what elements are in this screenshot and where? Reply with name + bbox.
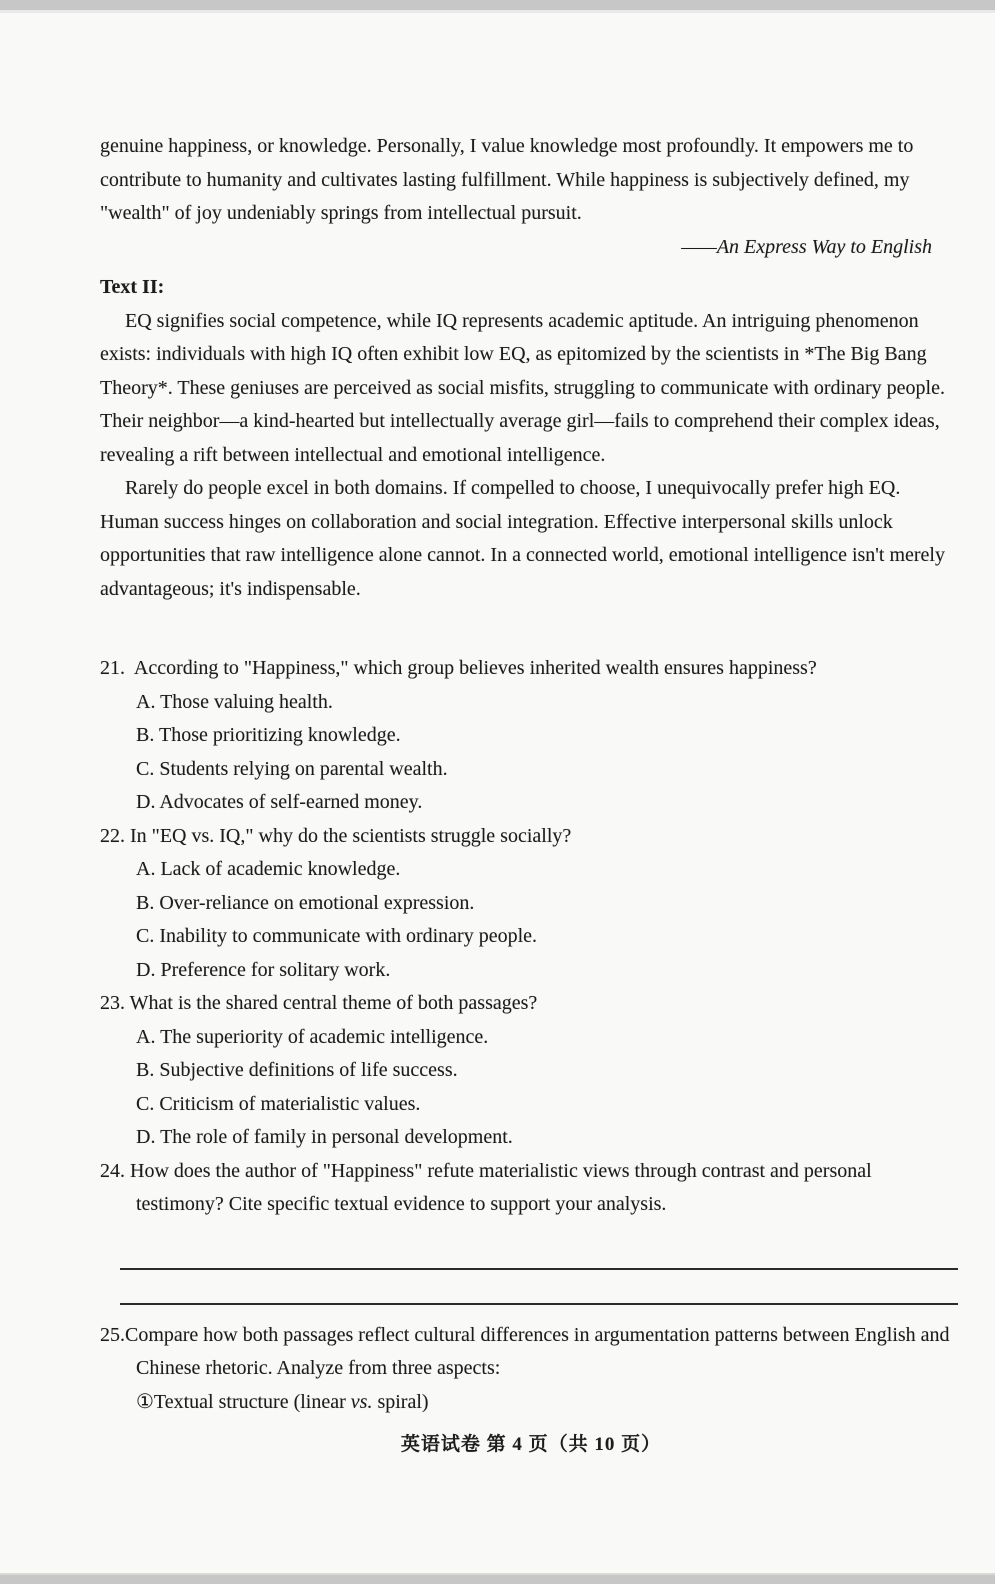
question-22-option-c: C. Inability to communicate with ordinary people.	[136, 925, 538, 947]
text2-paragraph-1: EQ signifies social competence, while IQ represents academic aptitude. An intriguing phenomenon exists: individuals with high IQ often exhibit low EQ, as epitomized by the scientists in *The Big Bang Theory*. These geniuses are perceived as social misfits, struggling to communicate with ordinary people. Their neighbor—a kind-hearted but intellectually average girl—fails to comprehend their complex ideas, revealing a rift between intellectual and emotional intelligence.	[100, 309, 945, 466]
question-21-text: According to "Happiness," which group believes inherited wealth ensures happiness?	[133, 657, 817, 679]
question-24-number: 24.	[100, 1159, 130, 1182]
question-25-stem	[100, 1319, 962, 1386]
answer-blank-line-1	[120, 1222, 958, 1270]
question-23-text: What is the shared central theme of both passages?	[129, 992, 538, 1014]
question-21-stem	[100, 652, 962, 686]
question-21-option-b: B. Those prioritizing knowledge.	[136, 724, 401, 746]
question-21-option-a: A. Those valuing health.	[136, 690, 333, 713]
page-footer: 英语试卷 第 4 页（共 10 页）	[400, 1434, 662, 1455]
question-23	[100, 987, 962, 1155]
questions-section	[100, 652, 962, 1419]
question-24-stem	[100, 1155, 962, 1222]
photo-bottom-edge	[0, 1573, 995, 1584]
answer-blank-line-2	[120, 1270, 958, 1305]
question-22-number: 22.	[100, 824, 130, 847]
question-21	[100, 652, 962, 820]
text2-heading: Text II:	[100, 276, 165, 298]
question-24	[100, 1155, 962, 1305]
question-21-option-d: D. Advocates of self-earned money.	[136, 791, 423, 813]
question-22	[100, 820, 962, 988]
question-22-option-d: D. Preference for solitary work.	[136, 958, 391, 981]
question-24-text: How does the author of "Happiness" refute materialistic views through contrast and personal testimony? Cite specific textual evidence to support your analysis.	[130, 1159, 877, 1215]
photo-top-edge	[0, 0, 995, 13]
question-23-option-a: A. The superiority of academic intelligence.	[136, 1025, 489, 1048]
question-23-stem	[100, 987, 962, 1021]
question-23-option-d: D. The role of family in personal development.	[136, 1126, 513, 1148]
question-22-text: In "EQ vs. IQ," why do the scientists struggle socially?	[130, 824, 572, 847]
text2-paragraph-2: Rarely do people excel in both domains. If compelled to choose, I unequivocally prefer high EQ. Human success hinges on collaboration and social integration. Effective interpersonal skills unlock opportunities that raw intelligence alone cannot. In a connected world, emotional intelligence isn't merely advantageous; it's indispensable.	[100, 477, 945, 600]
question-23-option-b: B. Subjective definitions of life success.	[136, 1059, 458, 1081]
question-22-option-b: B. Over-reliance on emotional expression.	[136, 891, 475, 914]
question-25-text: Compare how both passages reflect cultural differences in argumentation patterns between English and Chinese rhetoric. Analyze from three aspects:	[125, 1323, 955, 1379]
question-25-number: 25.	[100, 1323, 125, 1346]
question-25-subitem-suffix: spiral)	[372, 1390, 429, 1413]
question-25-subitem-1	[100, 1386, 962, 1420]
exam-page	[0, 13, 995, 1584]
question-23-number: 23.	[100, 992, 130, 1014]
question-25-subitem-vs: vs.	[350, 1390, 373, 1413]
question-21-number: 21.	[100, 657, 134, 679]
passage1-continuation-text: genuine happiness, or knowledge. Personally, I value knowledge most profoundly. It empowers me to contribute to humanity and cultivates lasting fulfillment. While happiness is subjectively defined, my "wealth" of joy undeniably springs from intellectual pursuit.	[100, 135, 914, 224]
question-22-option-a: A. Lack of academic knowledge.	[136, 858, 401, 880]
question-25	[100, 1319, 962, 1420]
question-22-stem	[100, 820, 962, 854]
question-25-subitem-prefix: ①Textual structure (linear	[136, 1390, 351, 1413]
question-23-option-c: C. Criticism of materialistic values.	[136, 1092, 421, 1115]
question-21-option-c: C. Students relying on parental wealth.	[136, 757, 448, 780]
passage1-attribution: ——An Express Way to English	[681, 235, 932, 258]
